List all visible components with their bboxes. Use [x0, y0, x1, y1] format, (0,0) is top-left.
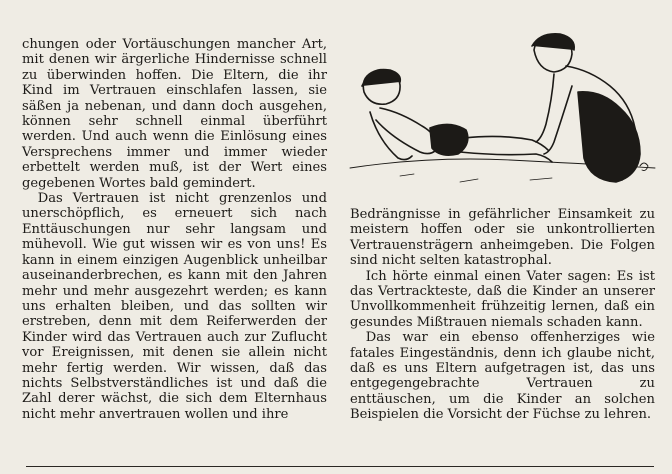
right-text-column	[350, 207, 655, 423]
paragraph: Bedrängnisse in gefährlicher Einsamkeit zu meistern hoffen oder sie unkontrollierten Vertrauensträgern anheimgeben. Die Folgen sind nicht selten katastrophal.	[350, 207, 655, 269]
left-text-column	[22, 37, 327, 422]
paragraph: Ich hörte einmal einen Vater sagen: Es ist das Vertrackteste, daß die Kinder an unserer Unvollkommenheit frühzeitig lernen, daß ein gesundes Mißtrauen niemals schaden kann.	[350, 268, 655, 330]
paragraph: Das war ein ebenso offenherziges wie fatales Eingeständnis, denn ich glaube nicht, daß es uns Eltern aufgetragen ist, das uns entgegengebrachte Vertrauen zu enttäuschen, um die Kinder an solchen Beispielen die Vorsicht der Füchse zu lehren.	[350, 330, 655, 423]
bottom-rule-divider	[26, 466, 654, 467]
paragraph: Das Vertrauen ist nicht grenzenlos und unerschöpflich, es erneuert sich nach Enttäuschungen nur sehr langsam und mühevoll. Wie gut wissen wir es von uns! Es kann in einem einzigen Augenblick unheilbar auseinanderbrechen, es kann mit den Jahren mehr und mehr ausgezehrt werden; es kann uns erhalten bleiben, und das sollten wir erstreben, denn mit dem Reiferwerden der Kinder wird das Vertrauen auch zur Zuflucht vor Ereignissen, mit denen sie allein nicht mehr fertig werden. Wir wissen, daß das nichts Selbstverständliches ist und daß die Zahl derer wächst, die sich dem Elternhaus nicht mehr anvertrauen wollen und ihre	[22, 191, 327, 422]
child-and-adult-sketch-icon	[340, 30, 662, 195]
paragraph: chungen oder Vortäuschungen mancher Art, mit denen wir ärgerliche Hindernisse schnell zu überwinden hoffen. Die Eltern, die ihr Kind im Vertrauen einschlafen lassen, sie säßen ja nebenan, und dann doch ausgehen, können sehr schnell einmal überführt werden. Und auch wenn die Einlösung eines Versprechens immer und immer wieder erbettelt werden muß, ist der Wert eines gegebenen Wortes bald gemindert.	[22, 37, 327, 191]
